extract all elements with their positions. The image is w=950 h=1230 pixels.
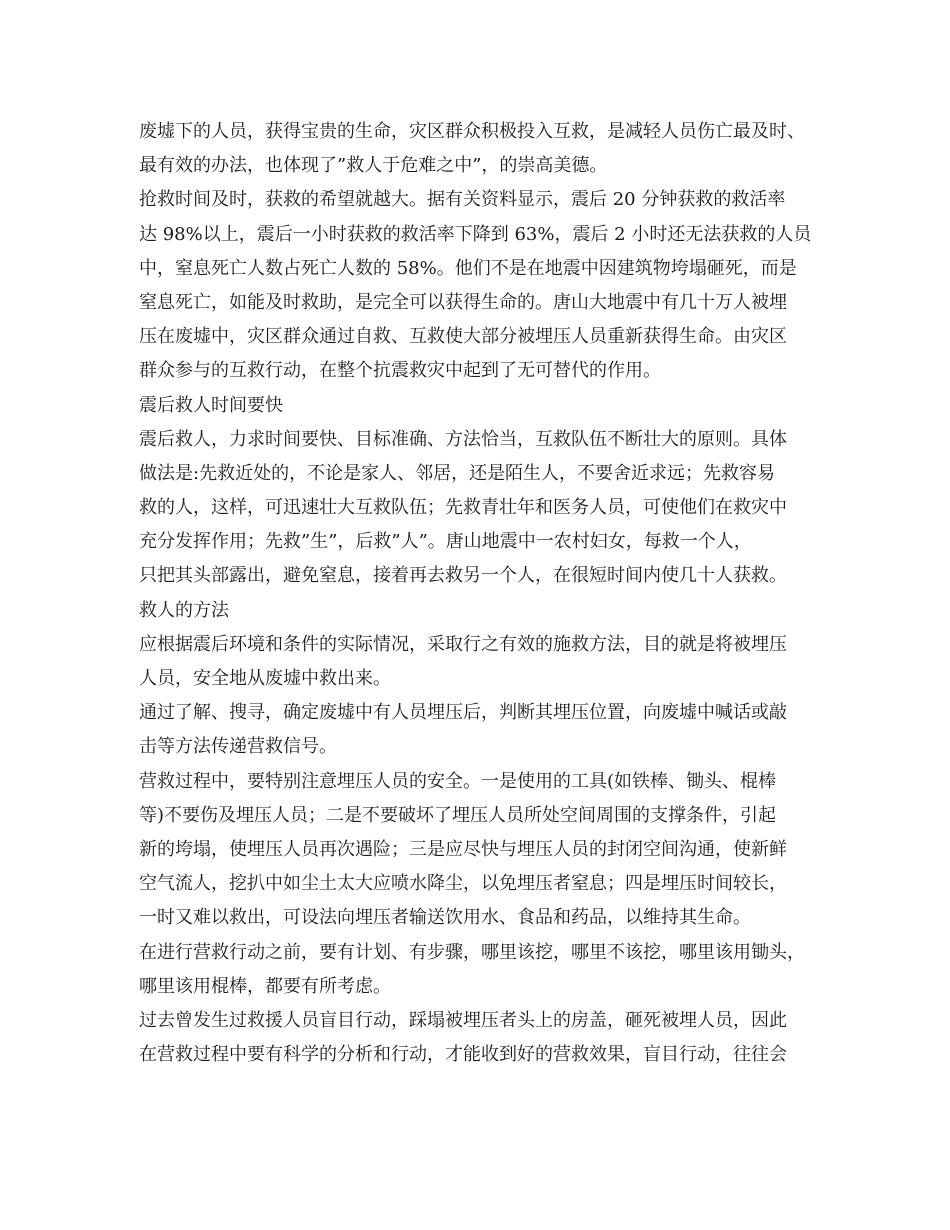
text-line: 在营救过程中要有科学的分析和行动，才能收到好的营救效果，盲目行动，往往会 [139,1044,787,1066]
text-line: 达 98%以上，震后一小时获救的救活率下降到 63%，震后 2 小时还无法获救的人员 [139,223,812,245]
text-line: 应根据震后环境和条件的实际情况，采取行之有效的施救方法，目的就是将被埋压 [139,633,787,655]
body-text [139,115,829,1072]
text-line: 击等方法传递营救信号。 [139,736,337,758]
text-line: 废墟下的人员，获得宝贵的生命，灾区群众积极投入互救，是减轻人员伤亡最及时、 [139,121,805,142]
text-line: 群众参与的互救行动，在整个抗震救灾中起到了无可替代的作用。 [139,360,661,382]
text-line: 做法是:先救近处的，不论是家人、邻居，还是陌生人，不要舍近求远；先救容易 [139,462,776,484]
section-heading: 震后救人时间要快 [139,394,283,416]
text-line: 等)不要伤及埋压人员；二是不要破坏了埋压人员所处空间周围的支撑条件，引起 [139,804,777,826]
text-line: 只把其头部露出，避免窒息，接着再去救另一个人，在很短时间内使几十人获救。 [139,565,787,587]
text-line: 哪里该用棍棒，都要有所考虑。 [139,975,391,997]
text-line: 最有效的办法，也体现了”救人于危难之中”，的崇高美德。 [139,155,608,177]
text-line: 新的垮塌，使埋压人员再次遇险；三是应尽快与埋压人员的封闭空间沟通，使新鲜 [139,838,787,860]
text-line: 中，窒息死亡人数占死亡人数的 58%。他们不是在地震中因建筑物垮塌砸死，而是 [139,257,797,279]
text-line: 过去曾发生过救援人员盲目行动，踩塌被埋压者头上的房盖，砸死被埋人员，因此 [139,1009,787,1031]
text-line: 营救过程中，要特别注意埋压人员的安全。一是使用的工具(如铁棒、锄头、棍棒 [139,770,777,792]
text-line: 救的人，这样，可迅速壮大互救队伍；先救青壮年和医务人员，可使他们在救灾中 [139,497,787,519]
text-line: 抢救时间及时，获救的希望就越大。据有关资料显示，震后 20 分钟获救的救活率 [139,189,786,211]
text-line: 震后救人，力求时间要快、目标准确、方法恰当，互救队伍不断壮大的原则。具体 [139,428,787,450]
text-line: 空气流人，挖扒中如尘土太大应喷水降尘，以免埋压者窒息；四是埋压时间较长， [139,873,787,895]
text-line: 窒息死亡，如能及时救助，是完全可以获得生命的。唐山大地震中有几十万人被埋 [139,291,787,313]
section-heading: 救人的方法 [139,599,229,621]
text-line: 充分发挥作用；先救”生”，后救”人”。唐山地震中一农村妇女，每救一个人， [139,531,752,553]
text-line: 人员，安全地从废墟中救出来。 [139,668,391,689]
text-line: 在进行营救行动之前，要有计划、有步骤，哪里该挖，哪里不该挖，哪里该用锄头， [139,941,805,963]
text-line: 通过了解、搜寻，确定废墟中有人员埋压后，判断其埋压位置，向废墟中喊话或敲 [139,702,787,724]
text-line: 一时又难以救出，可设法向埋压者输送饮用水、食品和药品，以维持其生命。 [139,907,751,929]
text-line: 压在废墟中，灾区群众通过自救、互救使大部分被埋压人员重新获得生命。由灾区 [139,326,787,348]
